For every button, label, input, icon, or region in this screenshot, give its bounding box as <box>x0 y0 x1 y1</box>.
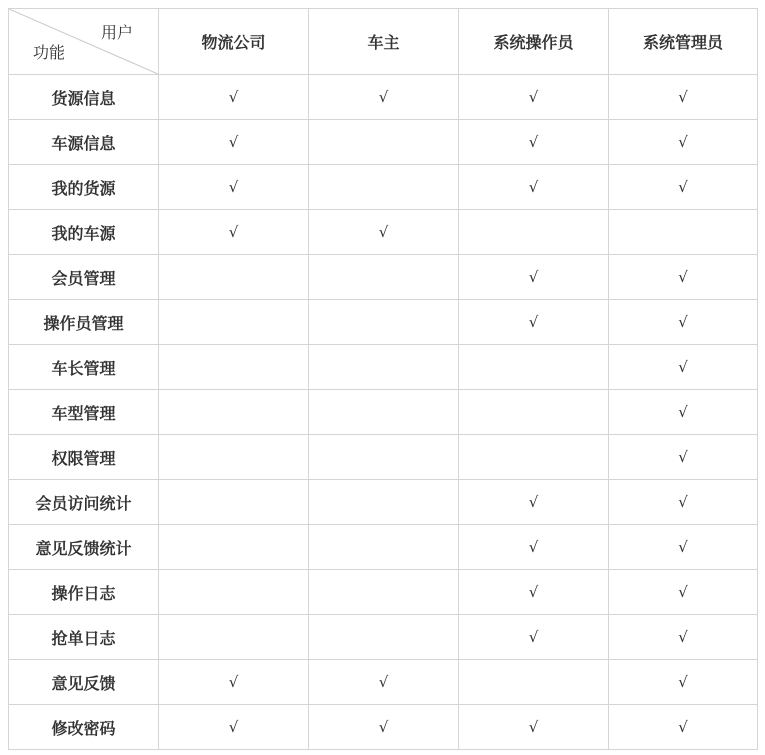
permission-check-cell: √ <box>459 705 609 750</box>
table-row <box>9 480 758 525</box>
table-row <box>9 525 758 570</box>
permission-empty-cell <box>159 525 309 570</box>
permission-empty-cell <box>309 165 459 210</box>
corner-header-cell <box>9 9 159 75</box>
table-row <box>9 435 758 480</box>
permission-empty-cell <box>309 390 459 435</box>
permission-empty-cell <box>159 480 309 525</box>
permission-empty-cell <box>159 390 309 435</box>
permission-empty-cell <box>459 210 609 255</box>
permission-check-cell: √ <box>609 660 758 705</box>
table-row <box>9 705 758 750</box>
function-name-cell: 操作员管理 <box>9 300 159 345</box>
permission-check-cell: √ <box>609 570 758 615</box>
permission-empty-cell <box>159 345 309 390</box>
column-header-system-operator: 系统操作员 <box>459 9 609 75</box>
permission-empty-cell <box>309 615 459 660</box>
permission-empty-cell <box>159 435 309 480</box>
table-row <box>9 75 758 120</box>
permission-check-cell: √ <box>609 480 758 525</box>
users-axis-label: 用户 <box>100 23 133 42</box>
table-row <box>9 615 758 660</box>
permission-check-cell: √ <box>159 210 309 255</box>
diagonal-divider <box>9 9 158 74</box>
permission-empty-cell <box>309 480 459 525</box>
functions-axis-label: 功能 <box>33 43 66 62</box>
table-body <box>9 75 758 750</box>
permission-check-cell: √ <box>609 75 758 120</box>
permission-check-cell: √ <box>609 255 758 300</box>
function-name-cell: 我的车源 <box>9 210 159 255</box>
function-name-cell: 意见反馈统计 <box>9 525 159 570</box>
permissions-table <box>8 8 758 750</box>
table-row <box>9 210 758 255</box>
table-row <box>9 660 758 705</box>
permission-check-cell: √ <box>609 165 758 210</box>
permission-empty-cell <box>459 390 609 435</box>
permission-empty-cell <box>309 300 459 345</box>
permission-check-cell: √ <box>309 705 459 750</box>
function-name-cell: 车型管理 <box>9 390 159 435</box>
table-row <box>9 345 758 390</box>
function-name-cell: 权限管理 <box>9 435 159 480</box>
column-header-system-admin: 系统管理员 <box>609 9 758 75</box>
table-row <box>9 390 758 435</box>
permission-empty-cell <box>459 435 609 480</box>
permissions-table-wrapper <box>8 8 758 750</box>
permission-empty-cell <box>459 660 609 705</box>
permission-check-cell: √ <box>159 705 309 750</box>
permission-check-cell: √ <box>159 120 309 165</box>
table-row <box>9 165 758 210</box>
permission-check-cell: √ <box>159 165 309 210</box>
function-name-cell: 意见反馈 <box>9 660 159 705</box>
permission-check-cell: √ <box>459 300 609 345</box>
table-row <box>9 120 758 165</box>
permission-check-cell: √ <box>459 120 609 165</box>
permission-check-cell: √ <box>459 615 609 660</box>
function-name-cell: 货源信息 <box>9 75 159 120</box>
permission-check-cell: √ <box>609 705 758 750</box>
permission-check-cell: √ <box>459 570 609 615</box>
permission-check-cell: √ <box>309 210 459 255</box>
column-header-logistics-company: 物流公司 <box>159 9 309 75</box>
permission-empty-cell <box>309 120 459 165</box>
permission-check-cell: √ <box>609 390 758 435</box>
function-name-cell: 修改密码 <box>9 705 159 750</box>
function-name-cell: 会员访问统计 <box>9 480 159 525</box>
function-name-cell: 会员管理 <box>9 255 159 300</box>
function-name-cell: 车源信息 <box>9 120 159 165</box>
permission-check-cell: √ <box>609 615 758 660</box>
permission-check-cell: √ <box>309 660 459 705</box>
permission-empty-cell <box>309 570 459 615</box>
permission-check-cell: √ <box>459 165 609 210</box>
permission-check-cell: √ <box>159 75 309 120</box>
permission-empty-cell <box>309 435 459 480</box>
permission-check-cell: √ <box>459 480 609 525</box>
permission-check-cell: √ <box>609 435 758 480</box>
permission-empty-cell <box>159 300 309 345</box>
permission-empty-cell <box>609 210 758 255</box>
permission-empty-cell <box>159 255 309 300</box>
function-name-cell: 操作日志 <box>9 570 159 615</box>
permission-check-cell: √ <box>609 345 758 390</box>
permission-check-cell: √ <box>459 525 609 570</box>
function-name-cell: 车长管理 <box>9 345 159 390</box>
permission-empty-cell <box>309 345 459 390</box>
permission-empty-cell <box>159 570 309 615</box>
permission-empty-cell <box>459 345 609 390</box>
permission-check-cell: √ <box>309 75 459 120</box>
permission-check-cell: √ <box>459 75 609 120</box>
table-row <box>9 570 758 615</box>
permission-check-cell: √ <box>159 660 309 705</box>
table-header-row <box>9 9 758 75</box>
permission-empty-cell <box>159 615 309 660</box>
table-row <box>9 255 758 300</box>
permission-check-cell: √ <box>459 255 609 300</box>
function-name-cell: 抢单日志 <box>9 615 159 660</box>
permission-empty-cell <box>309 525 459 570</box>
function-name-cell: 我的货源 <box>9 165 159 210</box>
permission-check-cell: √ <box>609 525 758 570</box>
table-row <box>9 300 758 345</box>
permission-empty-cell <box>309 255 459 300</box>
permission-check-cell: √ <box>609 300 758 345</box>
permission-check-cell: √ <box>609 120 758 165</box>
column-header-vehicle-owner: 车主 <box>309 9 459 75</box>
